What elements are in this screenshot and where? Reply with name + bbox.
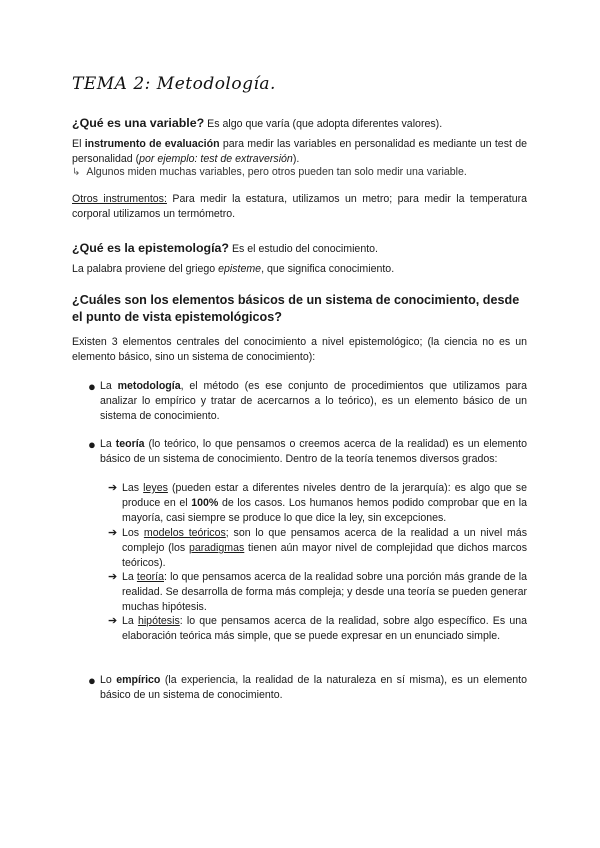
elements-intro: Existen 3 elementos centrales del conocimiento a nivel epistemológico; (la ciencia no es un elemento básico, sino un sistema de conocimiento): bbox=[72, 336, 527, 363]
laws-term: leyes bbox=[143, 482, 168, 494]
list-item-methodology bbox=[100, 379, 527, 424]
other-instruments-label: Otros instrumentos: bbox=[72, 193, 167, 205]
arrow-icon: ➔ bbox=[108, 527, 118, 539]
text: (la experiencia, la realidad de la naturaleza en sí misma), es un elemento básico de un sistema de conocimiento. bbox=[100, 674, 527, 701]
text: La bbox=[100, 438, 116, 450]
list-item-empirical bbox=[100, 673, 527, 703]
list-item-theory bbox=[100, 437, 527, 467]
theory-term: teoría bbox=[115, 438, 145, 450]
methodology-term: metodología bbox=[117, 380, 181, 392]
variable-answer: Es algo que varía (que adopta diferentes valores). bbox=[204, 118, 443, 130]
paradigms-term: paradigmas bbox=[188, 542, 245, 554]
text: La bbox=[122, 615, 138, 627]
bullet-icon: ● bbox=[88, 673, 96, 688]
text: : lo que pensamos acerca de la realidad sobre una porción más grande de la realidad. Se desarrolla de forma más compleja; y desde una teoría se pueden generar muchas hipótesis. bbox=[122, 571, 527, 613]
other-instruments-paragraph bbox=[72, 192, 527, 222]
instrument-example: por ejemplo: test de extraversión bbox=[139, 153, 293, 165]
models-term: modelos teóricos bbox=[143, 527, 226, 539]
epistemology-answer: Es el estudio del conocimiento. bbox=[229, 243, 378, 255]
epistemology-question: ¿Qué es la epistemología? bbox=[72, 241, 229, 255]
bullet-icon: ● bbox=[88, 437, 96, 452]
percent-value: 100% bbox=[191, 497, 219, 509]
text: ; son lo que pensamos acerca de la realidad a un nivel más complejo (los bbox=[122, 527, 527, 554]
text: Las bbox=[122, 482, 144, 494]
subitem-laws bbox=[122, 481, 527, 526]
instrument-term: instrumento de evaluación bbox=[84, 138, 220, 150]
text: : lo que pensamos acerca de la realidad, sobre algo específico. Es una elaboración teórica más simple, que se puede expresar en un enunciado simple. bbox=[122, 615, 527, 642]
variable-subnote bbox=[72, 165, 467, 180]
return-arrow-icon: ↳ bbox=[72, 167, 81, 178]
text: El bbox=[72, 138, 85, 150]
text: de los casos. Los humanos hemos podido comprobar que en la mayoría, casi siempre se produce lo que dice la ley, sin excepciones. bbox=[122, 497, 527, 524]
page-title: TEMA 2: Metodología. bbox=[72, 74, 276, 94]
subnote-text: Algunos miden muchas variables, pero otros pueden tan solo medir una variable. bbox=[86, 166, 467, 178]
etymology-paragraph bbox=[72, 262, 527, 277]
text: La bbox=[100, 380, 118, 392]
text: tienen aún mayor nivel de complejidad que dichos marcos teóricos). bbox=[122, 542, 527, 569]
text: La bbox=[122, 571, 137, 583]
text: (lo teórico, lo que pensamos o creemos acerca de la realidad) es un elemento básico de un sistema de conocimiento. Dentro de la teoría tenemos diversos grados: bbox=[100, 438, 527, 465]
arrow-icon: ➔ bbox=[108, 615, 118, 627]
text: Para medir la estatura, utilizamos un metro; para medir la temperatura corporal utilizamos un termómetro. bbox=[72, 193, 528, 220]
text: Lo bbox=[100, 674, 117, 686]
theory-subterm: teoría bbox=[136, 571, 165, 583]
subitem-theoretical-models bbox=[122, 526, 527, 571]
text: , el método (es ese conjunto de procedimientos que utilizamos para analizar lo empírico y tratar de acercarnos a lo teórico), es un elemento básico de un sistema de conocimiento. bbox=[100, 380, 527, 422]
text: (pueden estar a diferentes niveles dentro de la jerarquía): es algo que se produce en el bbox=[122, 482, 528, 509]
hypothesis-term: hipótesis bbox=[137, 615, 180, 627]
subitem-hypothesis bbox=[122, 614, 527, 644]
arrow-icon: ➔ bbox=[108, 571, 118, 583]
subitem-theory bbox=[122, 570, 527, 615]
empirical-term: empírico bbox=[116, 674, 161, 686]
text: ). bbox=[292, 153, 300, 165]
instrument-paragraph bbox=[72, 137, 527, 167]
text: para medir las variables en personalidad es mediante un test de personalidad ( bbox=[72, 138, 527, 165]
text: , que significa conocimiento. bbox=[261, 263, 395, 275]
text: La palabra proviene del griego bbox=[72, 263, 219, 275]
variable-question: ¿Qué es una variable? bbox=[72, 116, 205, 130]
arrow-icon: ➔ bbox=[108, 482, 118, 494]
epistemology-definition bbox=[72, 241, 527, 257]
elements-heading: ¿Cuáles son los elementos básicos de un sistema de conocimiento, desde el punto de vista epistemológicos? bbox=[72, 293, 520, 324]
greek-word: episteme bbox=[218, 263, 262, 275]
bullet-icon: ● bbox=[88, 379, 96, 394]
variable-definition bbox=[72, 116, 527, 132]
text: Los bbox=[122, 527, 144, 539]
